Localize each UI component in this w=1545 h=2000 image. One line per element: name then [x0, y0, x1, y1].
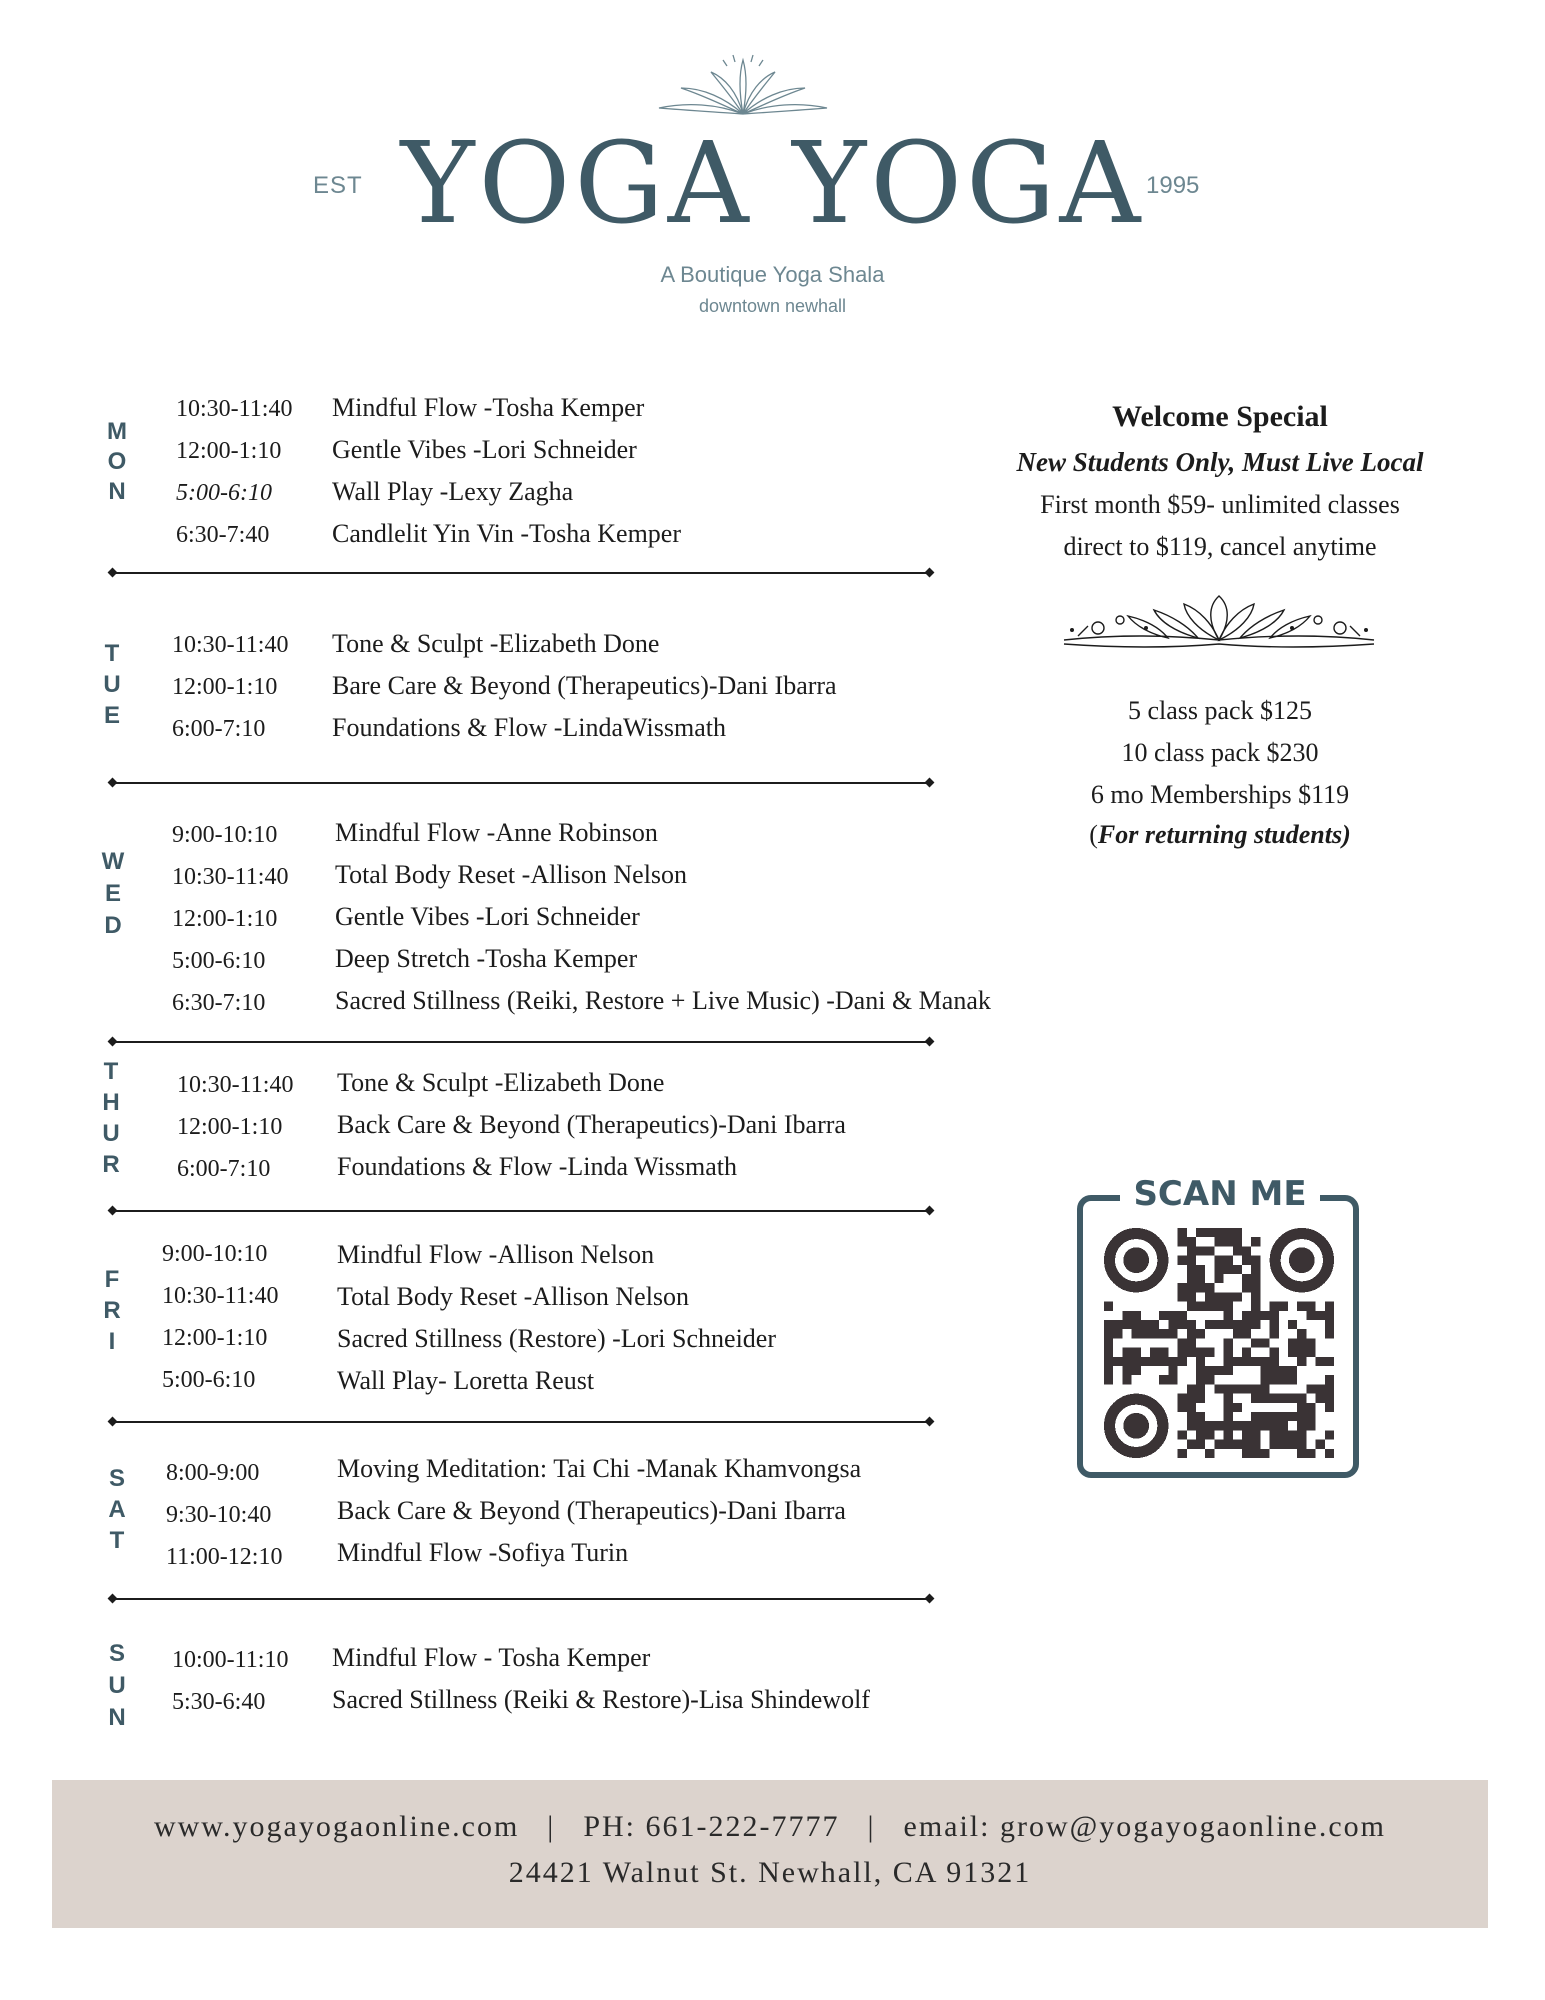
day-letter: A — [108, 1496, 126, 1523]
day-letter: U — [108, 1672, 126, 1699]
class-name: Mindful Flow -Allison Nelson — [337, 1240, 655, 1269]
class-name: Back Care & Beyond (Therapeutics)-Dani Ibarra — [337, 1110, 846, 1139]
section-divider — [112, 782, 930, 784]
welcome-offer-line: direct to $119, cancel anytime — [1063, 532, 1377, 561]
class-name: Gentle Vibes -Lori Schneider — [335, 902, 640, 931]
class-pack-price: 10 class pack $230 — [1121, 738, 1319, 767]
section-divider — [112, 1598, 930, 1600]
welcome-offer-line: First month $59- unlimited classes — [1040, 490, 1400, 519]
class-time: 10:00-11:10 — [172, 1647, 289, 1673]
website-link[interactable]: www.yogayogaonline.com — [153, 1810, 520, 1843]
section-divider — [112, 1041, 930, 1043]
class-time: 9:30-10:40 — [166, 1502, 272, 1528]
class-name: Candlelit Yin Vin -Tosha Kemper — [332, 519, 682, 548]
footer-separator: | — [547, 1810, 556, 1843]
day-letter: H — [102, 1089, 120, 1116]
class-time: 10:30-11:40 — [177, 1072, 294, 1098]
day-letter: O — [107, 448, 127, 475]
established-year: 1995 — [1146, 172, 1200, 199]
scan-me-label: SCAN ME — [1120, 1176, 1320, 1213]
day-letter: S — [108, 1465, 125, 1492]
class-time: 12:00-1:10 — [172, 906, 278, 932]
class-name: Sacred Stillness (Restore) -Lori Schneider — [337, 1324, 776, 1353]
section-divider — [112, 572, 930, 574]
class-name: Mindful Flow -Sofiya Turin — [337, 1538, 629, 1567]
welcome-special-subtitle: New Students Only, Must Live Local — [1016, 447, 1424, 477]
address: 24421 Walnut St. Newhall, CA 91321 — [508, 1856, 1032, 1889]
day-letter: M — [107, 418, 127, 445]
membership-price: 6 mo Memberships $119 — [1090, 780, 1350, 809]
class-name: Sacred Stillness (Reiki, Restore + Live Music) -Dani & Manak — [335, 986, 991, 1015]
class-name: Total Body Reset -Allison Nelson — [337, 1282, 690, 1311]
day-letter: F — [104, 1266, 120, 1293]
class-time: 11:00-12:10 — [166, 1544, 283, 1570]
day-letter: T — [103, 1058, 119, 1085]
day-letter: U — [103, 671, 121, 698]
class-time: 5:00-6:10 — [176, 480, 272, 506]
class-pack-price: 5 class pack $125 — [1127, 696, 1313, 725]
day-letter: U — [102, 1120, 120, 1147]
day-letter: S — [108, 1640, 125, 1667]
class-name: Tone & Sculpt -Elizabeth Done — [337, 1068, 665, 1097]
class-time: 5:00-6:10 — [172, 948, 266, 974]
class-time: 5:00-6:10 — [162, 1367, 256, 1393]
class-time: 9:00-10:10 — [172, 822, 278, 848]
day-letter: W — [101, 848, 125, 875]
class-name: Mindful Flow - Tosha Kemper — [332, 1643, 651, 1672]
day-letter: R — [103, 1297, 121, 1324]
day-letter: N — [108, 1704, 126, 1731]
class-name: Total Body Reset -Allison Nelson — [335, 860, 688, 889]
class-time: 6:00-7:10 — [172, 716, 266, 742]
class-time: 12:00-1:10 — [162, 1325, 268, 1351]
class-time: 10:30-11:40 — [176, 396, 293, 422]
returning-note-paren: ( — [1089, 820, 1098, 849]
day-letter: E — [103, 702, 120, 729]
class-time: 6:00-7:10 — [177, 1156, 271, 1182]
class-name: Deep Stretch -Tosha Kemper — [335, 944, 638, 973]
day-letter: R — [102, 1151, 120, 1178]
class-name: Wall Play- Loretta Reust — [337, 1366, 595, 1395]
class-name: Back Care & Beyond (Therapeutics)-Dani Ibarra — [337, 1496, 846, 1525]
welcome-special-title: Welcome Special — [1112, 400, 1328, 433]
day-letter: E — [104, 880, 121, 907]
class-name: Mindful Flow -Tosha Kemper — [332, 393, 645, 422]
class-time: 6:30-7:10 — [172, 990, 266, 1016]
tagline: A Boutique Yoga Shala — [660, 262, 885, 287]
class-name: Wall Play -Lexy Zagha — [332, 477, 574, 506]
class-name: Mindful Flow -Anne Robinson — [335, 818, 658, 847]
day-letter: T — [104, 640, 120, 667]
day-letter: D — [104, 912, 122, 939]
class-name: Moving Meditation: Tai Chi -Manak Khamvongsa — [337, 1454, 862, 1483]
class-time: 10:30-11:40 — [162, 1283, 279, 1309]
class-name: Gentle Vibes -Lori Schneider — [332, 435, 637, 464]
class-name: Tone & Sculpt -Elizabeth Done — [332, 629, 660, 658]
floral-divider-icon — [1058, 592, 1380, 650]
day-letter: T — [109, 1527, 125, 1554]
class-name: Foundations & Flow -LindaWissmath — [332, 713, 726, 742]
footer-separator: | — [867, 1810, 876, 1843]
class-time: 10:30-11:40 — [172, 864, 289, 890]
class-name: Bare Care & Beyond (Therapeutics)-Dani Ibarra — [332, 671, 837, 700]
returning-students-note — [980, 820, 1460, 850]
email-link[interactable]: email: grow@yogayogaonline.com — [903, 1810, 1387, 1843]
class-time: 9:00-10:10 — [162, 1241, 268, 1267]
class-time: 12:00-1:10 — [172, 674, 278, 700]
class-time: 8:00-9:00 — [166, 1460, 260, 1486]
class-time: 12:00-1:10 — [177, 1114, 283, 1140]
class-name: Foundations & Flow -Linda Wissmath — [337, 1152, 738, 1181]
location-label: downtown newhall — [698, 296, 847, 316]
section-divider — [112, 1421, 930, 1423]
class-name: Sacred Stillness (Reiki & Restore)-Lisa Shindewolf — [332, 1685, 870, 1714]
class-time: 10:30-11:40 — [172, 632, 289, 658]
qr-code-icon[interactable] — [1100, 1228, 1338, 1458]
class-time: 5:30-6:40 — [172, 1689, 266, 1715]
class-time: 12:00-1:10 — [176, 438, 282, 464]
lotus-logo-icon — [653, 52, 833, 122]
class-time: 6:30-7:40 — [176, 522, 270, 548]
phone-number[interactable]: PH: 661-222-7777 — [583, 1810, 840, 1843]
brand-title: YOGA YOGA — [400, 119, 1145, 249]
footer-bar — [52, 1780, 1488, 1928]
returning-note-text: For returning students) — [1097, 820, 1351, 849]
established-label: EST — [313, 172, 363, 199]
day-letter: N — [108, 478, 126, 505]
section-divider — [112, 1210, 930, 1212]
day-letter: I — [108, 1328, 116, 1355]
